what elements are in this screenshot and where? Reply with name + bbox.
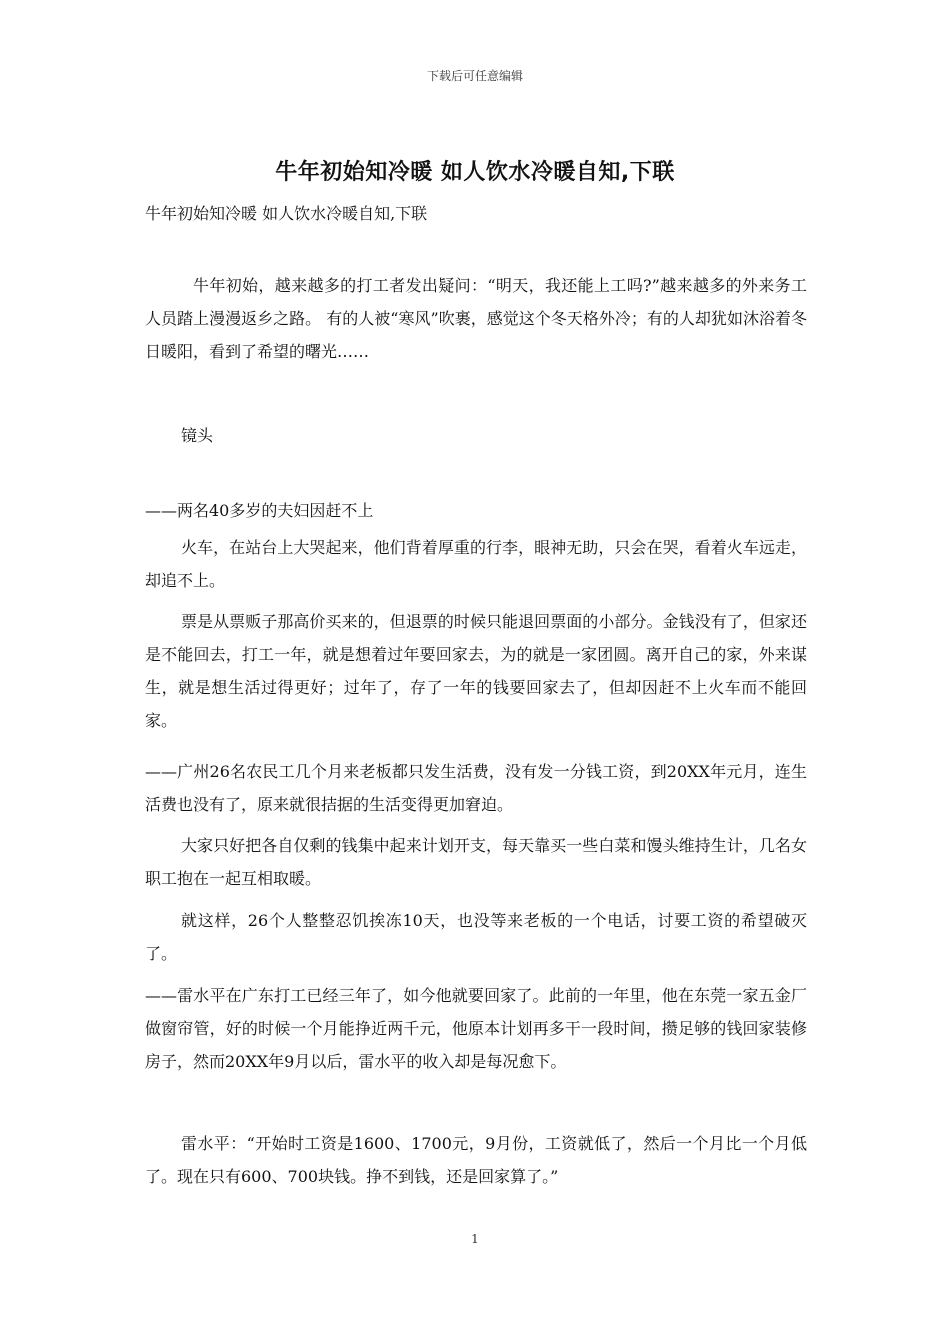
paragraph-pooled-money: 大家只好把各自仅剩的钱集中起来计划开支，每天靠买一些白菜和馒头维持生计，几名女职工抱在一起互相取暖。 [145,836,807,888]
document-title: 牛年初始知冷暖 如人饮水冷暖自知,下联 [275,160,675,185]
paragraph-ticket: 票是从票贩子那高价买来的，但退票的时候只能退回票面的小部分。金钱没有了，但家还是不能回去，打工一年，就是想着过年要回家去，为的就是一家团圆。离开自己的家，外来谋生，就是想生活过得更好；过年了，存了一年的钱要回家去了，但却因赶不上火车而不能回家。 [145,612,807,730]
paragraph-guangzhou: ——广州26名农民工几个月来老板都只发生活费，没有发一分钱工资，到20XX年元月，连生活费也没有了，原来就很拮据的生活变得更加窘迫。 [145,762,807,814]
page-number: 1 [471,1232,479,1246]
document-subtitle: 牛年初始知冷暖 如人饮水冷暖自知,下联 [145,204,428,223]
paragraph-couple: ——两名40多岁的夫妇因赶不上 [145,501,374,520]
paragraph-lei-quote: 雷水平：“开始时工资是1600、1700元，9月份，工资就低了，然后一个月比一个月低了。现在只有600、700块钱。挣不到钱，还是回家算了。” [145,1134,807,1186]
paragraph-intro: 牛年初始，越来越多的打工者发出疑问：“明天，我还能上工吗?”越来越多的外来务工人员踏上漫漫返乡之路。 有的人被“寒风”吹裹，感觉这个冬天格外冷；有的人却犹如沐浴着冬日暖阳，看到了希望的曙光…… [145,276,807,361]
header-note: 下载后可任意编辑 [426,69,523,83]
paragraph-lens-heading: 镜头 [181,426,214,445]
paragraph-lei-shuiping: ——雷水平在广东打工已经三年了，如今他就要回家了。此前的一年里，他在东莞一家五金厂做窗帘管，好的时候一个月能挣近两千元，他原本计划再多干一段时间，攒足够的钱回家装修房子，然而20XX年9月以后，雷水平的收入却是每况愈下。 [145,986,807,1071]
paragraph-train: 火车，在站台上大哭起来，他们背着厚重的行李，眼神无助，只会在哭，看着火车远走，却追不上。 [145,538,807,590]
paragraph-hunger: 就这样，26个人整整忍饥挨冻10天，也没等来老板的一个电话，讨要工资的希望破灭了。 [145,911,807,963]
